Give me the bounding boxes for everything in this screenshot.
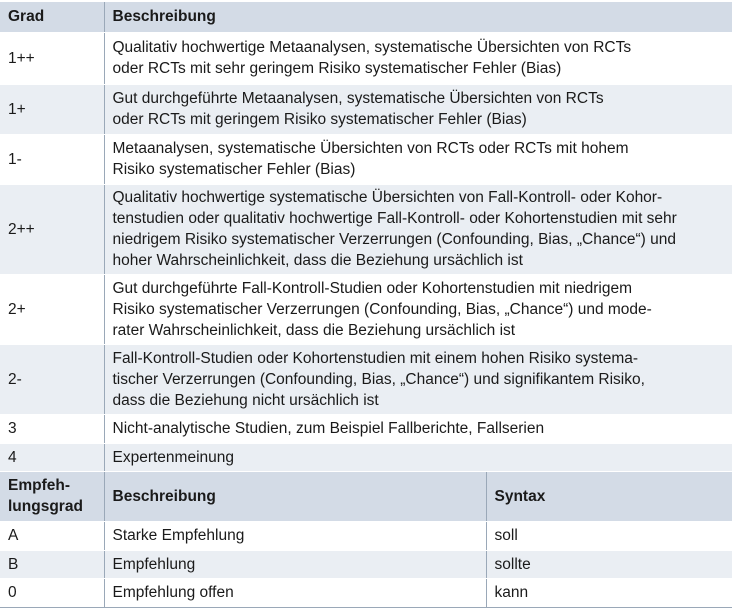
recommendation-description-cell: Empfehlung [104,550,486,578]
description-line: hoher Wahrscheinlichkeit, dass die Beziehung ursächlich ist [112,252,523,269]
description-line: tenstudien oder qualitativ hochwertige Fall-Kontroll- oder Kohortenstudien mit sehr [112,210,677,227]
grade-cell: 4 [0,443,104,471]
description-line: Nicht-analytische Studien, zum Beispiel Fallberichte, Fallserien [112,420,545,437]
table-row [0,344,732,414]
recommendation-description-cell: Empfehlung offen [104,578,486,607]
syntax-cell: sollte [486,550,732,578]
description-line: Qualitativ hochwertige Metaanalysen, systematische Übersichten von RCTs [112,39,632,56]
table-row [0,550,732,578]
description-cell [104,274,732,344]
grade-cell: 2+ [0,274,104,344]
grade-cell: 3 [0,414,104,443]
grade-cell: 1++ [0,32,104,84]
description-line: Risiko systematischer Verzerrungen (Confounding, Bias, „Chance“) und mode- [112,300,652,318]
recommendation-grade-column-header [0,471,104,521]
grade-cell: 2- [0,344,104,414]
table-row [0,32,732,84]
header-line: lungsgrad [8,498,83,515]
description-line: Qualitativ hochwertige systematische Übersichten von Fall-Kontroll- oder Kohor- [112,189,663,206]
description-line: oder RCTs mit geringem Risiko systematischer Fehler (Bias) [112,111,527,128]
recommendation-header-row [0,471,732,521]
recommendation-description-column-header: Beschreibung [104,471,486,521]
description-cell [104,443,732,471]
table-row [0,274,732,344]
description-line: Expertenmeinung [112,448,234,466]
description-column-header: Beschreibung [104,2,732,32]
description-cell [104,184,732,274]
syntax-cell: soll [486,521,732,550]
recommendation-grade-cell: 0 [0,578,104,607]
syntax-column-header: Syntax [486,471,732,521]
description-line: niedrigem Risiko systematischer Verzerrungen (Confounding, Bias, „Chance“) und [112,231,676,248]
description-line: Risiko systematischer Fehler (Bias) [112,161,356,178]
description-line: tischer Verzerrungen (Confounding, Bias, „Chance“) und signifikantem Risiko, [112,370,645,388]
syntax-cell: kann [486,578,732,607]
table-row [0,443,732,471]
grading-table [0,2,732,608]
grade-column-header: Grad [0,2,104,32]
evidence-grading-table [0,2,732,608]
description-line: Gut durchgeführte Fall-Kontroll-Studien oder Kohortenstudien mit niedrigem [112,279,633,297]
table-row [0,184,732,274]
table-row [0,521,732,550]
description-line: Metaanalysen, systematische Übersichten von RCTs oder RCTs mit hohem [112,140,629,157]
description-cell [104,84,732,134]
description-cell [104,134,732,184]
description-line: dass die Beziehung nicht ursächlich ist [112,391,379,409]
grade-cell: 1- [0,134,104,184]
recommendation-description-cell: Starke Empfehlung [104,521,486,550]
grade-cell: 2++ [0,184,104,274]
description-cell [104,344,732,414]
recommendation-grade-cell: A [0,521,104,550]
grade-header-row [0,2,732,32]
table-row [0,414,732,443]
description-cell [104,32,732,84]
description-cell [104,414,732,443]
description-line: Fall-Kontroll-Studien oder Kohortenstudien mit einem hohen Risiko systema- [112,349,639,367]
grade-cell: 1+ [0,84,104,134]
table-row [0,578,732,607]
description-line: Gut durchgeführte Metaanalysen, systematische Übersichten von RCTs [112,90,604,107]
recommendation-grade-cell: B [0,550,104,578]
table-row [0,134,732,184]
description-line: oder RCTs mit sehr geringem Risiko systematischer Fehler (Bias) [112,60,562,77]
table-row [0,84,732,134]
description-line: rater Wahrscheinlichkeit, dass die Beziehung ursächlich ist [112,321,516,339]
header-line: Empfeh- [8,477,70,494]
